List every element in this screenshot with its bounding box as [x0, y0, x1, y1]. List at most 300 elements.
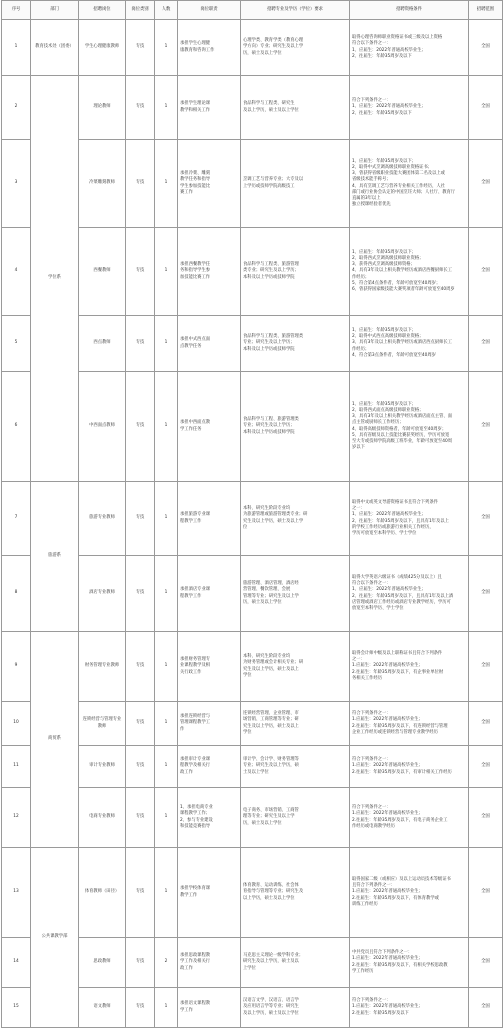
post-duty — [178, 76, 241, 140]
post-category: 专技 — [126, 482, 155, 556]
cell-line: 教学和相关工作 — [180, 107, 211, 113]
cell-line: 承担思政课程教 — [180, 953, 211, 959]
qualification-conditions — [350, 702, 469, 746]
cell-line: 2.往届生：年龄35周岁及以下，有审计相关工作经历 — [352, 769, 452, 775]
cell-line: 育指导与管理等专业；研究生及 — [243, 889, 304, 895]
cell-line: 3、获得西式烹调高级技师资格； — [352, 262, 415, 268]
post-count: 1 — [155, 702, 178, 746]
post-category: 专技 — [126, 228, 155, 316]
header-no: 序号 — [2, 1, 31, 20]
cell-line: 省级技术能手称号； — [352, 177, 391, 183]
post-category: 专技 — [126, 788, 155, 848]
recruit-scope: 全国 — [469, 848, 503, 938]
major-requirement — [241, 316, 350, 372]
cell-line: 作经历或电商教学经历 — [352, 823, 395, 829]
cell-line: 1.应届生：2022年普通高校毕业生； — [352, 763, 423, 769]
post-duty — [178, 140, 241, 228]
major-requirement — [241, 702, 350, 746]
post-category: 专技 — [126, 702, 155, 746]
cell-line: 为财务管理或会计相关专业；研 — [243, 660, 304, 666]
table-row — [2, 632, 503, 702]
qualification-conditions — [350, 988, 469, 1028]
cell-line: 本科及以上学历或技师学院 — [243, 274, 295, 280]
cell-line: 1.应届生：2022年普通高校毕业生； — [352, 717, 423, 723]
cell-line: 专业；研究生及以上学历，硕 — [243, 763, 299, 769]
qualification-conditions — [350, 20, 469, 76]
post-count: 1 — [155, 482, 178, 556]
cell-line: 2.往届生：年龄35周岁及以下，有企事业单位财 — [352, 669, 444, 675]
header-scope: 招聘范围 — [469, 1, 503, 20]
qualification-conditions — [350, 788, 469, 848]
recruit-scope: 全国 — [469, 140, 503, 228]
major-requirement — [241, 746, 350, 788]
cell-line: 承担西餐教学任 — [180, 262, 211, 268]
cell-line: 训练工作经历 — [352, 901, 378, 907]
recruit-scope: 全国 — [469, 938, 503, 988]
qualification-conditions — [350, 372, 469, 482]
cell-line: 政工作 — [180, 769, 193, 775]
cell-line: 承担旅游专业课 — [180, 512, 211, 518]
recruit-scope: 全国 — [469, 788, 503, 848]
post-category: 专技 — [126, 848, 155, 938]
cell-line: 1、承担电商专业 — [180, 805, 213, 811]
row-number: 12 — [2, 788, 31, 848]
cell-line: 符合下列条件之一： — [352, 757, 391, 763]
row-number: 3 — [2, 140, 31, 228]
post-name: 思政教师 — [79, 938, 126, 988]
cell-line: 承担酒店专业课 — [180, 587, 211, 593]
cell-line: 3、具有3年及以上相关教学经历或酒店面点主管、面 — [352, 414, 452, 420]
cell-line: 汉语言文学、汉语言、语言学 — [243, 998, 299, 1004]
cell-line: 符合下列条件之一： — [352, 998, 391, 1004]
cell-line: 类专业；研究生及以上学历； — [243, 268, 299, 274]
cell-line: 上学位 — [243, 965, 256, 971]
post-name: 财务管理专业教师 — [79, 632, 126, 702]
cell-line: 2.往届生：年龄35周岁及以下，有相关学校思政教 — [352, 962, 448, 968]
qualification-conditions — [350, 938, 469, 988]
cell-line: 1.应届生：2022年普通高校毕业生； — [352, 811, 423, 817]
cell-line: 学工作任务 — [180, 426, 202, 432]
cell-line: 中共党员且符合下列条件之一： — [352, 950, 413, 956]
row-number: 13 — [2, 848, 31, 938]
department-cell: 商贸系 — [31, 632, 79, 848]
post-duty — [178, 372, 241, 482]
cell-line: 历，硕士及以上学位 — [243, 50, 282, 56]
major-requirement — [241, 76, 350, 140]
cell-line: 康教育和咨询工作 — [180, 47, 215, 53]
cell-line: 食品科学与工程类、旅游管理 — [243, 262, 299, 268]
recruit-scope: 全国 — [469, 372, 503, 482]
cell-line: 承担学生心理健 — [180, 41, 211, 47]
cell-line: 教学工作 — [180, 892, 198, 898]
cell-line: 电子商务、市场营销、工商管 — [243, 808, 299, 814]
header-duty: 岗位职责 — [178, 1, 241, 20]
major-requirement — [241, 482, 350, 556]
row-number: 15 — [2, 988, 31, 1028]
post-category: 专技 — [126, 20, 155, 76]
cell-line: 理等专业；研究生及以上学 — [243, 814, 295, 820]
cell-line: 心理学类、教育学类（教育心理 — [243, 38, 304, 44]
cell-line: 以上学历，硕士及以上学位 — [243, 895, 295, 901]
qualification-conditions — [350, 228, 469, 316]
table-row — [2, 482, 503, 556]
post-name: 语文教师 — [79, 988, 126, 1028]
row-number: 10 — [2, 702, 31, 746]
major-requirement — [241, 848, 350, 938]
cell-line: 取得会计师中级及以上职称证书且符合下列条件 — [352, 651, 443, 657]
post-count: 1 — [155, 848, 178, 938]
major-requirement — [241, 788, 350, 848]
cell-line: 1、应届生：年龄35周岁及以下； — [352, 159, 417, 165]
recruit-scope: 全国 — [469, 482, 503, 556]
header-conditions: 招聘资格条件 — [350, 1, 469, 20]
cell-line: 1、应届生：2022年普通高校毕业生； — [352, 47, 426, 53]
post-count: 1 — [155, 746, 178, 788]
major-requirement — [241, 20, 350, 76]
cell-line: 旅游管理、酒店管理、酒店经 — [243, 581, 299, 587]
post-count: 1 — [155, 76, 178, 140]
recruit-scope: 全国 — [469, 316, 503, 372]
recruit-scope: 全国 — [469, 632, 503, 702]
post-count: 1 — [155, 372, 178, 482]
department-cell: 公共课教学部 — [31, 848, 79, 1028]
cell-line: 点教学任务 — [180, 343, 202, 349]
cell-line: 程教学工作 — [180, 593, 202, 599]
qualification-conditions — [350, 76, 469, 140]
cell-line: 符合下列条件之一： — [352, 98, 391, 104]
qualification-conditions — [350, 140, 469, 228]
cell-line: 取得国家二级（或相应）及以上运动员技术等级证书 — [352, 877, 451, 883]
cell-line: 究生及以上学历，硕士及以上学 — [243, 518, 304, 524]
cell-line: 本科、研究生阶段专业均 — [243, 654, 291, 660]
cell-line: 政工作 — [180, 965, 193, 971]
cell-line: 承担学生理论课 — [180, 101, 211, 107]
cell-line: 放宽至本科学历、学士学位 — [352, 605, 404, 611]
post-count: 1 — [155, 988, 178, 1028]
cell-line: 2、取得中式西点高级技师职业资格； — [352, 334, 424, 340]
cell-line: 历，硕士及以上学位 — [243, 820, 282, 826]
cell-line: 管理课程教学工 — [180, 720, 211, 726]
cell-line: 之一： — [352, 506, 365, 512]
header-major: 招聘专业及学历（学位）要求 — [241, 1, 350, 20]
row-number: 14 — [2, 938, 31, 988]
cell-line: 2、往届生：年龄35周岁及以下 — [352, 110, 412, 116]
post-duty — [178, 746, 241, 788]
cell-line: 学工作经历 — [352, 968, 374, 974]
cell-line: 作经历； — [352, 346, 370, 352]
qualification-conditions — [350, 632, 469, 702]
post-count: 1 — [155, 316, 178, 372]
cell-line: 审计学、会计学、财务管理等 — [243, 757, 299, 763]
cell-line: 3、具有3年及以上相关教学经历或酒店西点厨师长工 — [352, 340, 452, 346]
post-name: 中西面点教师 — [79, 372, 126, 482]
cell-line: 学工作 — [180, 1007, 193, 1013]
cell-line: 承担学校体育课 — [180, 886, 211, 892]
post-name: 连锁经营与管理专业教师 — [79, 702, 126, 746]
cell-line: 历，硕士及以上学位 — [243, 599, 282, 605]
cell-line: 店管理或酒店工作经历或酒店专业教学经历，学历可 — [352, 599, 451, 605]
cell-line: 程教学工作 — [180, 518, 202, 524]
cell-line: 务相关工作经历 — [352, 675, 383, 681]
department-cell: 教育技术处（团委） — [31, 20, 79, 76]
cell-line: 食品科学与工程类、旅游管理类 — [243, 334, 304, 340]
cell-line: 2.往届生：年龄35周岁及以下 — [352, 1010, 409, 1016]
cell-line: 承担冷菜、雕刻 — [180, 171, 211, 177]
post-duty — [178, 482, 241, 556]
table-row — [2, 20, 503, 76]
cell-line: 取得心理咨询师职业资格证书或三级及以上资格 — [352, 35, 443, 41]
cell-line: 2.往届生：年龄35周岁及以下，有连锁经营与管理 — [352, 723, 448, 729]
qualification-conditions — [350, 848, 469, 938]
post-category: 专技 — [126, 140, 155, 228]
cell-line: 务和指导学生参 — [180, 268, 211, 274]
cell-line: 烹调工艺与营养专业；大专及以 — [243, 177, 304, 183]
cell-line: 2、往届生：年龄35周岁及以下，且具有1年及以上酒 — [352, 593, 454, 599]
cell-line: 学位 — [243, 672, 252, 678]
post-name: 旅游专业教师 — [79, 482, 126, 556]
cell-line: 体育教育、运动训练、社会体 — [243, 883, 299, 889]
cell-line: 承担连锁经营与 — [180, 714, 211, 720]
table-row — [2, 76, 503, 140]
cell-line: 教学任务和指导 — [180, 177, 211, 183]
cell-line: 企业工作经历或连锁经营与管理专业教学经历 — [352, 729, 438, 735]
post-name: 西点教师 — [79, 316, 126, 372]
cell-line: 且符合下列条件之一： — [352, 883, 395, 889]
recruitment-table — [1, 0, 503, 1028]
cell-line: 2、取得西式面点高级技师职业资格； — [352, 408, 424, 414]
post-duty — [178, 228, 241, 316]
recruit-scope: 全国 — [469, 746, 503, 788]
post-name: 学生心理健康教师 — [79, 20, 126, 76]
cell-line: 1.应届生：2022年普通高校毕业生； — [352, 663, 423, 669]
header-category: 岗位类别 — [126, 1, 155, 20]
row-number: 8 — [2, 556, 31, 632]
cell-line: 和技能竞赛指导 — [180, 823, 211, 829]
post-duty — [178, 848, 241, 938]
cell-line: 独立授课经验者优先 — [352, 201, 391, 207]
cell-line: 1、应届生：2022年普通高校毕业生； — [352, 587, 426, 593]
qualification-conditions — [350, 746, 469, 788]
post-count: 1 — [155, 140, 178, 228]
cell-line: 场营销、工商管理等专业；研 — [243, 717, 299, 723]
cell-line: 取得大学英语六级证书（成绩425分及以上）且 — [352, 575, 442, 581]
cell-line: 为旅游管理或旅游管理类专业；研 — [243, 512, 308, 518]
post-count: 1 — [155, 788, 178, 848]
cell-line: 学方向）专业；研究生及以上学 — [243, 44, 304, 50]
cell-line: 1.应届生：2022年普通高校毕业生； — [352, 956, 423, 962]
cell-line: 课程教学工作； — [180, 811, 211, 817]
cell-line: 1、应届生：年龄35周岁及以下； — [352, 402, 417, 408]
post-name: 酒店专业教师 — [79, 556, 126, 632]
cell-line: 程教学及相关行 — [180, 763, 211, 769]
row-number: 1 — [2, 20, 31, 76]
header-post: 招聘岗位 — [79, 1, 126, 20]
cell-line: 2.往届生：年龄35周岁及以下，有体育教学或 — [352, 895, 439, 901]
header-department: 部门 — [31, 1, 79, 20]
cell-line: 1、应届生：2022年普通高校毕业生； — [352, 512, 426, 518]
department-cell: 学位系 — [31, 76, 79, 482]
post-name: 西餐教师 — [79, 228, 126, 316]
post-name: 冷菜雕刻教师 — [79, 140, 126, 228]
cell-line: 2、取得西式烹调高级技师职业资格； — [352, 256, 424, 262]
cell-line: 食品科学与工程、旅游管理类 — [243, 417, 299, 423]
row-number: 7 — [2, 482, 31, 556]
cell-line: 承担语文课程教 — [180, 1001, 211, 1007]
cell-line: 本科、研究生阶段专业均 — [243, 506, 291, 512]
post-category: 专技 — [126, 556, 155, 632]
cell-line: 1.应届生：2022年普通高校毕业生； — [352, 889, 423, 895]
cell-line: 岁以下 — [352, 444, 365, 450]
post-name: 审计专业教师 — [79, 746, 126, 788]
cell-line: 1、应届生：年龄35周岁及以下； — [352, 250, 417, 256]
cell-line: 管理等专业；研究生及以上学 — [243, 593, 299, 599]
cell-line: 本科及以上学历或技师学院 — [243, 346, 295, 352]
cell-line: 连锁经营管理、企业管理、市 — [243, 711, 299, 717]
cell-line: 1、应届生：2022年普通高校毕业生； — [352, 104, 426, 110]
cell-line: 4、符合第3点条件者，年龄可放宽至40周岁 — [352, 352, 436, 358]
cell-line: 承担中西面点教 — [180, 420, 211, 426]
cell-line: 及以上学历，硕士及以上学位 — [243, 1010, 299, 1016]
cell-line: 专业；研究生及以上学历； — [243, 340, 295, 346]
cell-line: 及以上学历，硕士及以上学位 — [243, 107, 299, 113]
cell-line: 之一： — [352, 657, 365, 663]
row-number: 5 — [2, 316, 31, 372]
post-duty — [178, 20, 241, 76]
cell-line: 士及以上学位 — [243, 769, 269, 775]
cell-line: 4、具有3年及以上相关教学经历或酒店西餐厨师长工 — [352, 268, 452, 274]
post-count: 2 — [155, 938, 178, 988]
cell-line: 取得中文或英文导游资格证书且符合下列条件 — [352, 500, 438, 506]
major-requirement — [241, 228, 350, 316]
recruit-scope: 全国 — [469, 702, 503, 746]
post-category: 专技 — [126, 76, 155, 140]
cell-line: 的学校工作经历或旅游行业相关工作经历， — [352, 524, 434, 530]
cell-line: 食品科学与工程类、研究生 — [243, 101, 295, 107]
recruit-scope: 全国 — [469, 20, 503, 76]
cell-line: 3、曾获得省级职业技能大赛团体第二名及以上或 — [352, 171, 445, 177]
major-requirement — [241, 938, 350, 988]
cell-line: 符合下列条件之一： — [352, 711, 391, 717]
cell-line: 研究生及以上学历，硕士及以 — [243, 959, 299, 965]
cell-line: 5、具有省级及以上技能比赛获奖经历，学历可放宽 — [352, 432, 450, 438]
cell-line: 符合下列条件之一： — [352, 805, 391, 811]
cell-line: 关行政工作 — [180, 669, 202, 675]
cell-line: 承担中式西点面 — [180, 337, 211, 343]
cell-line: 2、往届生：年龄35周岁及以下 — [352, 53, 412, 59]
major-requirement — [241, 556, 350, 632]
row-number: 11 — [2, 746, 31, 788]
cell-line: 6、曾获得国家级技能大赛奖项者年龄可放宽至40周岁 — [352, 286, 455, 292]
cell-line: 究生及以上学历，硕士及以上 — [243, 666, 299, 672]
cell-line: 究生及以上学历，硕士及以上 — [243, 723, 299, 729]
cell-line: 5、符合第4点条件者，年龄可放宽至40周岁； — [352, 280, 441, 286]
cell-line: 作经历； — [352, 274, 370, 280]
department-cell: 旅游系 — [31, 482, 79, 632]
post-category: 专技 — [126, 938, 155, 988]
cell-line: 2、取得中式烹调高级技师职业资格证书； — [352, 165, 433, 171]
post-count: 1 — [155, 556, 178, 632]
post-name: 理论教师 — [79, 76, 126, 140]
post-duty — [178, 788, 241, 848]
cell-line: 上学历或技师学院高级技工 — [243, 183, 295, 189]
qualification-conditions — [350, 316, 469, 372]
table-header-row — [2, 1, 503, 20]
cell-line: 4、取得高级技师资格者，年龄可放宽至40周岁； — [352, 426, 447, 432]
post-count: 1 — [155, 228, 178, 316]
cell-line: 部门或行业协会认定的中国烹饪大师；人社厅、教育厅 — [352, 189, 456, 195]
header-count: 人数 — [155, 1, 178, 20]
major-requirement — [241, 632, 350, 702]
row-number: 2 — [2, 76, 31, 140]
post-category: 专技 — [126, 632, 155, 702]
cell-line: 及应用语言学等专业；研究生 — [243, 1004, 299, 1010]
cell-line: 1.应届生：2022年普通高校毕业生； — [352, 1004, 423, 1010]
post-duty — [178, 702, 241, 746]
cell-line: 直属的3年以上 — [352, 195, 381, 201]
recruit-scope: 全国 — [469, 76, 503, 140]
cell-line: 点主管或厨师长工作经历； — [352, 420, 404, 426]
post-count: 1 — [155, 20, 178, 76]
table-row — [2, 848, 503, 938]
cell-line: 4、具有烹调工艺与营养专业相关工作经历，人社 — [352, 183, 445, 189]
cell-line: 至大专或技师学院高级工班毕业，年龄可放宽至40周 — [352, 438, 452, 444]
cell-line: 作 — [180, 726, 185, 732]
cell-line: 2、往届生：年龄35周岁及以下，且具有1年及以上 — [352, 518, 449, 524]
qualification-conditions — [350, 556, 469, 632]
row-number: 6 — [2, 372, 31, 482]
cell-line: 业课程教学及相 — [180, 663, 211, 669]
cell-line: 符合以下条件之一： — [352, 41, 391, 47]
major-requirement — [241, 372, 350, 482]
row-number: 4 — [2, 228, 31, 316]
cell-line: 营管理、餐饮管理、会展 — [243, 587, 291, 593]
major-requirement — [241, 988, 350, 1028]
cell-line: 学生参加技能比 — [180, 183, 211, 189]
cell-line: 加技能比赛工作 — [180, 274, 211, 280]
row-number: 9 — [2, 632, 31, 702]
cell-line: 学历可放宽至本科学历、学士学位 — [352, 530, 417, 536]
cell-line: 赛工作 — [180, 189, 193, 195]
cell-line: 1、应届生：年龄35周岁及以下； — [352, 328, 417, 334]
post-name: 电商专业教师 — [79, 788, 126, 848]
post-duty — [178, 938, 241, 988]
post-name: 体育教师（田径） — [79, 848, 126, 938]
qualification-conditions — [350, 482, 469, 556]
cell-line: 本科及以上学历或技师学院 — [243, 429, 295, 435]
cell-line: 专业；研究生及以上学历； — [243, 423, 295, 429]
cell-line: 承担审计专业课 — [180, 757, 211, 763]
cell-line: 符合以下条件之一： — [352, 581, 391, 587]
post-category: 专技 — [126, 372, 155, 482]
post-duty — [178, 988, 241, 1028]
cell-line: 学位 — [243, 729, 252, 735]
post-category: 专技 — [126, 746, 155, 788]
major-requirement — [241, 140, 350, 228]
cell-line: 2、参与专业建设 — [180, 817, 213, 823]
recruit-scope: 全国 — [469, 988, 503, 1028]
cell-line: 承担财务管理专 — [180, 657, 211, 663]
post-count: 1 — [155, 632, 178, 702]
post-duty — [178, 556, 241, 632]
post-category: 专技 — [126, 316, 155, 372]
cell-line: 位 — [243, 524, 248, 530]
post-duty — [178, 316, 241, 372]
cell-line: 2.往届生：年龄35周岁及以下，有电子商务企业工 — [352, 817, 448, 823]
cell-line: 马克思主义理论一级学科专业； — [243, 953, 304, 959]
recruit-scope: 全国 — [469, 228, 503, 316]
post-category: 专技 — [126, 988, 155, 1028]
post-duty — [178, 632, 241, 702]
